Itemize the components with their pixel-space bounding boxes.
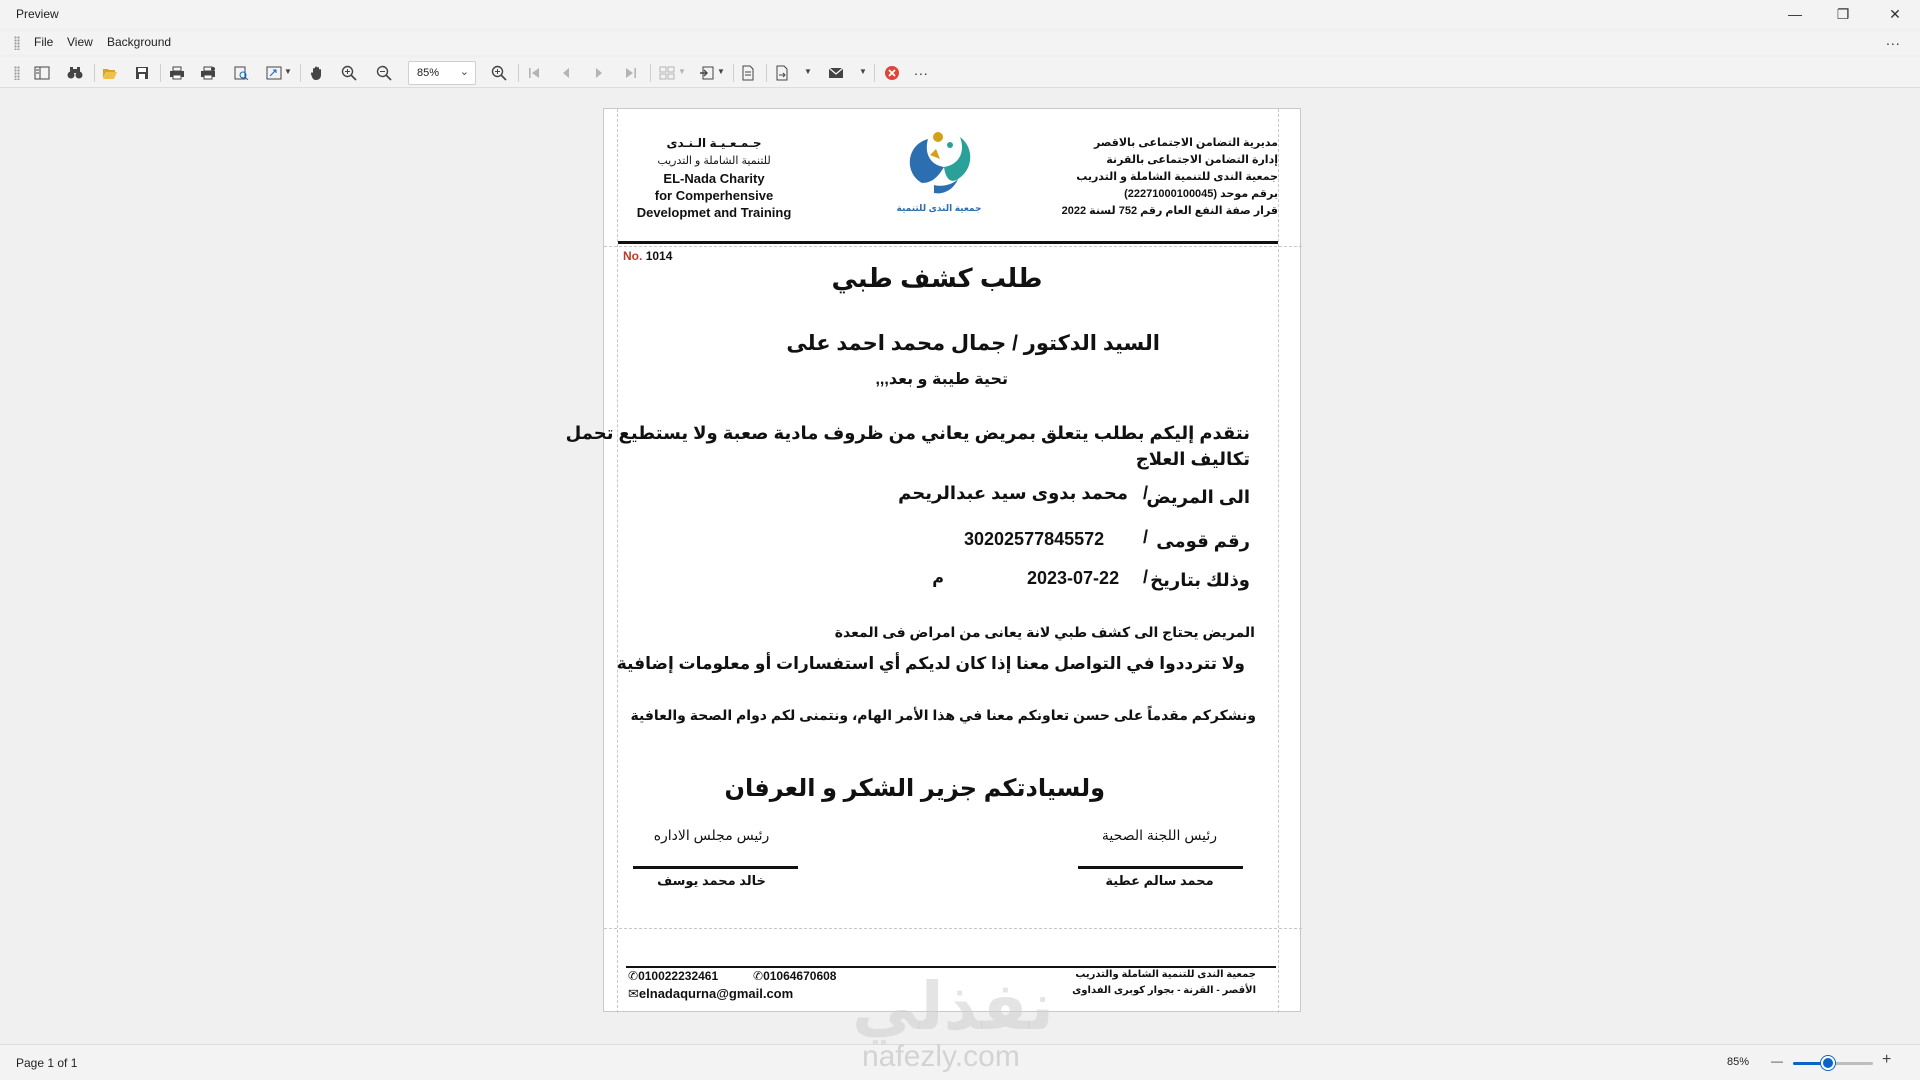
menu-bar (0, 32, 1920, 54)
document-page (565, 108, 1301, 1012)
multiple-pages-icon[interactable] (656, 63, 678, 83)
email-dropdown-icon[interactable]: ▼ (859, 67, 867, 76)
toolbar-separator (300, 64, 301, 82)
window-title: Preview (16, 7, 59, 21)
phone-icon: ✆ (628, 969, 639, 983)
last-page-icon[interactable] (620, 63, 642, 83)
signature-right-title: رئيس اللجنة الصحية (1101, 827, 1218, 843)
menu-background[interactable]: Background (107, 35, 172, 49)
zoom-combobox-value: 85% (417, 67, 440, 79)
toolbar (0, 58, 1920, 88)
signature-left-rule (633, 866, 798, 869)
export-dropdown-icon[interactable]: ▼ (717, 67, 725, 76)
zoom-out-button[interactable]: — (1771, 1054, 1783, 1068)
reason-line: المريض يحتاج الى كشف طبي لانة يعانى من امراض فى المعدة (834, 624, 1255, 640)
addressee-line: السيد الدكتور / جمال محمد احمد على (786, 332, 1160, 355)
header-right-line4: برقم موحد (22271000100045) (1124, 188, 1278, 200)
signature-left-name: خالد محمد يوسف (657, 873, 766, 888)
save-icon[interactable] (131, 63, 153, 83)
zoom-out-icon[interactable] (373, 63, 395, 83)
zoom-slider[interactable] (1793, 1062, 1873, 1065)
header-right-line2: إدارة التضامن الاجتماعى بالقرنة (1106, 154, 1278, 166)
toolbar-separator (518, 64, 519, 82)
close-preview-icon[interactable] (881, 63, 903, 83)
hand-tool-icon[interactable] (306, 63, 328, 83)
page-setup-icon[interactable] (230, 63, 252, 83)
national-id-label: رقم قومى (1156, 531, 1250, 551)
menu-view[interactable]: View (67, 35, 93, 49)
print-icon[interactable] (166, 63, 188, 83)
zoom-in-icon[interactable] (338, 63, 360, 83)
margin-guide (604, 246, 1302, 247)
phone-icon: ✆ (753, 969, 764, 983)
document-icon[interactable] (737, 63, 759, 83)
page-info: Page 1 of 1 (16, 1056, 78, 1070)
footer-phone-1: ✆010022232461 (628, 969, 719, 983)
watermark-url: nafezly.com (862, 1040, 1020, 1073)
scale-icon[interactable] (263, 63, 285, 83)
toolbar-separator (766, 64, 767, 82)
quick-print-icon[interactable] (197, 63, 219, 83)
signature-right-rule (1078, 866, 1243, 869)
margin-guide (1278, 109, 1279, 1013)
thanks-line: ونشكركم مقدماً على حسن تعاونكم معنا في هذا الأمر الهام، ونتمنى لكم دوام الصحة والعافية (630, 707, 1256, 723)
request-paragraph-line2: تكاليف العلاج (1135, 449, 1250, 469)
first-page-icon[interactable] (523, 63, 545, 83)
next-page-icon[interactable] (588, 63, 610, 83)
sidebar-icon[interactable] (31, 63, 53, 83)
window-more-button[interactable]: ... (1886, 32, 1901, 48)
toolbar-separator (650, 64, 651, 82)
patient-separator: / (1142, 483, 1148, 503)
toolbar-separator (733, 64, 734, 82)
toolbar-separator (94, 64, 95, 82)
org-subtitle-ar: للتنمية الشاملة و التدريب (657, 155, 771, 167)
export-file-icon[interactable] (771, 63, 793, 83)
email-icon: ✉ (628, 986, 639, 1001)
toolbar-more-button[interactable]: ... (914, 62, 929, 78)
header-right-line3: جمعية الندى للتنمية الشاملة و التدريب (1076, 171, 1278, 183)
close-window-button[interactable]: ✕ (1889, 5, 1901, 22)
logo-caption: جمعية الندى للتنمية (896, 203, 982, 213)
multiple-pages-dropdown-icon[interactable]: ▼ (678, 67, 686, 76)
org-name-en-line3: Developmet and Training (636, 205, 792, 220)
national-id-value: 30202577845572 (964, 529, 1105, 549)
menu-grip-icon (14, 36, 20, 50)
header-rule (618, 241, 1278, 244)
document-number-value: 1014 (645, 249, 673, 263)
date-separator: / (1142, 567, 1148, 587)
zoom-combobox[interactable] (408, 61, 476, 85)
watermark-arabic: نفذلي (852, 969, 1054, 1043)
export-file-dropdown-icon[interactable]: ▼ (804, 67, 812, 76)
footer-phone-2: ✆01064670608 (753, 969, 837, 983)
find-icon[interactable] (64, 63, 86, 83)
logo-mark-icon (894, 125, 984, 201)
email-icon[interactable] (825, 63, 847, 83)
greeting-line: تحية طيبة و بعد,,, (875, 371, 1008, 388)
toolbar-separator (160, 64, 161, 82)
zoom-in-icon[interactable] (488, 63, 510, 83)
document-number-label: No. (623, 249, 643, 263)
date-value: 2023-07-22 (1027, 568, 1120, 588)
date-label: وذلك بتاريخ (1150, 570, 1250, 590)
patient-name: محمد بدوى سيد عبدالريحم (898, 483, 1128, 503)
export-icon[interactable] (696, 63, 718, 83)
zoom-in-button[interactable]: + (1882, 1051, 1892, 1068)
signature-left-title: رئيس مجلس الاداره (653, 827, 770, 843)
org-name-en-line2: for Comperhensive (654, 188, 774, 203)
open-icon[interactable] (99, 63, 121, 83)
status-zoom-value: 85% (1727, 1056, 1750, 1068)
patient-label: الى المريض (1146, 487, 1250, 507)
closing-line: ولسيادتكم جزير الشكر و العرفان (724, 775, 1105, 802)
date-suffix: م (932, 570, 944, 587)
org-name-ar: جـمـعـيـة الـنـدى (666, 136, 762, 150)
signature-right-name: محمد سالم عطية (1105, 873, 1214, 888)
header-right-line1: مديرية التضامن الاجتماعى بالاقصر (1093, 137, 1278, 149)
org-logo (894, 125, 984, 217)
scale-dropdown-icon[interactable]: ▼ (284, 67, 292, 76)
previous-page-icon[interactable] (555, 63, 577, 83)
restore-button[interactable]: ❐ (1836, 5, 1850, 22)
toolbar-grip-icon (14, 66, 20, 80)
footer-org-ar: جمعية الندى للتنمية الشاملة والتدريب (1075, 969, 1256, 980)
org-name-en-line1: EL-Nada Charity (663, 171, 765, 186)
contact-line: ولا تترددوا في التواصل معنا إذا كان لديكم أي استفسارات أو معلومات إضافية (616, 654, 1245, 673)
margin-guide (604, 928, 1302, 929)
minimize-button[interactable]: — (1788, 6, 1802, 22)
footer-email: ✉elnadaqurna@gmail.com (628, 986, 794, 1001)
chevron-down-icon: ⌄ (459, 66, 469, 78)
national-id-separator: / (1142, 527, 1148, 547)
margin-guide (617, 109, 618, 1013)
document-number (623, 249, 672, 263)
zoom-slider-thumb[interactable] (1821, 1056, 1835, 1070)
menu-file[interactable]: File (34, 35, 54, 49)
toolbar-separator (874, 64, 875, 82)
footer-address-ar: الأقصر - القرنة - بجوار كوبرى الفداوى (1072, 985, 1256, 996)
document-title: طلب كشف طبي (831, 263, 1043, 293)
request-paragraph-line1: نتقدم إليكم بطلب يتعلق بمريض يعاني من ظروف مادية صعبة ولا يستطيع تحمل (565, 423, 1250, 443)
title-bar (0, 0, 1920, 28)
header-right-line5: قرار صفة النفع العام رقم 752 لسنة 2022 (1061, 205, 1278, 217)
